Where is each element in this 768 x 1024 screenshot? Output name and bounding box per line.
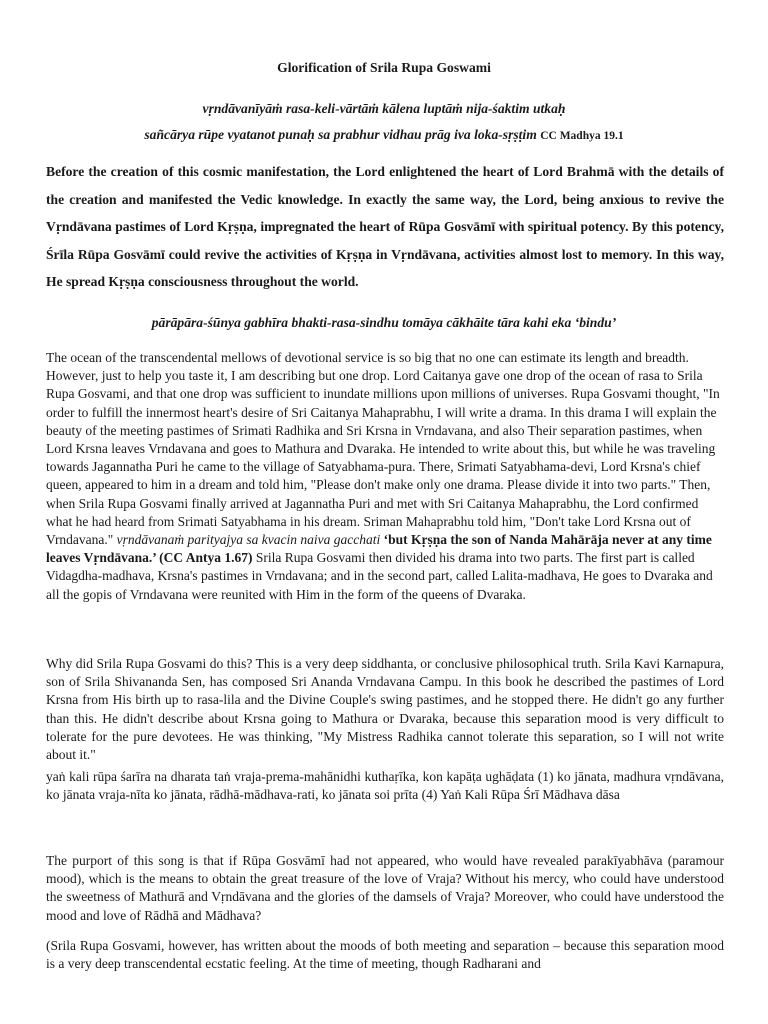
body-paragraph-2: Why did Srila Rupa Gosvami do this? This is a very deep siddhanta, or conclusive philosophical truth. Srila Kavi Karnapura, son of Srila Shivananda Sen, has composed Sri Ananda Vrndavana Campu. In this book he described the pastimes of Lord Krsna from His birth up to rasa-lila and the Divine Couple's swing pastimes, and he stopped there. He didn't go any further than this. He didn't describe about Krsna going to Mathura or Dvaraka, because this separation mood is very difficult to tolerate for the pure devotees. He was thinking, "My Mistress Radhika cannot tolerate this separation, so I will not write about it." bbox=[46, 656, 724, 763]
verse-reference: CC Madhya 19.1 bbox=[540, 130, 624, 142]
body-paragraph-5: (Srila Rupa Gosvami, however, has written about the moods of both meeting and separation – because this separation mood is a very deep transcendental ecstatic feeling. At the time of meeting, though Radharani and bbox=[46, 938, 724, 972]
document-title: Glorification of Srila Rupa Goswami bbox=[277, 60, 491, 75]
paragraph-1-text-a: The ocean of the transcendental mellows of devotional service is so big that no one can estimate its length and breadth. However, just to help you taste it, I am describing but one drop. Lord Caitanya gave one drop of the ocean of rasa to Srila Rupa Gosvami, and that one drop was sufficient to inundate millions upon millions of universes. Rupa Gosvami thought, "In order to fulfill the innermost heart's desire of Sri Caitanya Mahaprabhu, I will write a drama. In this drama I will explain the beauty of the meeting pastimes of Srimati Radhika and Sri Krsna in Vrndavana, and also Their separation pastimes, when Lord Krsna leaves Vrndavana and goes to Mathura and Dvaraka. He intended to write about this, but while he was traveling towards Jagannatha Puri he came to the village of Satyabhama-pura. There, Srimati Satyabhama-devi, Lord Krsna's chief queen, appeared to him in a dream and told him, "Please don't make only one drama. Please divide it into two parts." Then, when Srila Rupa Gosvami finally arrived at Jagannatha Puri and met with Sri Caitanya Mahaprabhu, the Lord confirmed what he had heard from Srimati Satyabhama in his dream. Sriman Mahaprabhu told him, "Don't take Lord Krsna out of Vrndavana." bbox=[46, 350, 720, 548]
verse-line-2 bbox=[0, 122, 768, 149]
second-verse: pārāpāra-śūnya gabhīra bhakti-rasa-sindhu tomāya cākhāite tāra kahi eka ‘bindu’ bbox=[151, 315, 617, 330]
body-paragraph-3-song: yaṅ kali rūpa śarīra na dharata taṅ vraja-prema-mahānidhi kuthaṛīka, kon kapāṭa ughāḍata (1) ko jānata, madhura vṛndāvana, ko jānata vraja-nīta ko jānata, rādhā-mādhava-rati, ko jānata soi prīta (4) Yaṅ Kali Rūpa Śrī Mādhava dāsa bbox=[46, 769, 724, 803]
body-paragraph-4: The purport of this song is that if Rūpa Gosvāmī had not appeared, who would have revealed parakīyabhāva (paramour mood), which is the means to obtain the great treasure of the love of Vraja? Without his mercy, who could have understood the sweetness of Mathurā and Vṛndāvana and the glories of the damsels of Vraja? Moreover, who could have understood the mood and love of Rādhā and Mādhava? bbox=[46, 853, 724, 923]
intro-paragraph: Before the creation of this cosmic manifestation, the Lord enlightened the heart of Lord Brahmā with the details of the creation and manifested the Vedic knowledge. In exactly the same way, the Lord, being anxious to revive the Vṛndāvana pastimes of Lord Kṛṣṇa, impregnated the heart of Rūpa Gosvāmī with spiritual potency. By this potency, Śrīla Rūpa Gosvāmī could revive the activities of Kṛṣṇa in Vṛndāvana, activities almost lost to memory. In this way, He spread Kṛṣṇa consciousness throughout the world. bbox=[46, 164, 724, 289]
paragraph-1-bold-translation: ‘but Kṛṣṇa the son of Nanda Mahārāja never at any time leaves Vṛndāvana.’ (CC Antya 1.67) bbox=[46, 532, 712, 566]
verse-line-2-text: sañcārya rūpe vyatanot punaḥ sa prabhur vidhau prāg iva loka-sṛṣṭim bbox=[144, 127, 537, 142]
paragraph-1-italic-quote: vṛndāvanaṁ parityajya sa kvacin naiva gacchati bbox=[116, 532, 381, 548]
opening-verse bbox=[0, 96, 768, 149]
body-paragraph-1 bbox=[46, 349, 724, 604]
verse-line-1: vṛndāvanīyāṁ rasa-keli-vārtāṁ kālena luptāṁ nija-śaktim utkaḥ bbox=[202, 101, 566, 116]
paragraph-1-text-b: Srila Rupa Gosvami then divided his drama into two parts. The first part is called Vidagdha-madhava, Krsna's pastimes in Vrndavana; and in the second part, called Lalita-madhava, He goes to Dvaraka and all the gopis of Vrndavana were reunited with Him in the form of the queens of Dvaraka. bbox=[46, 550, 713, 602]
